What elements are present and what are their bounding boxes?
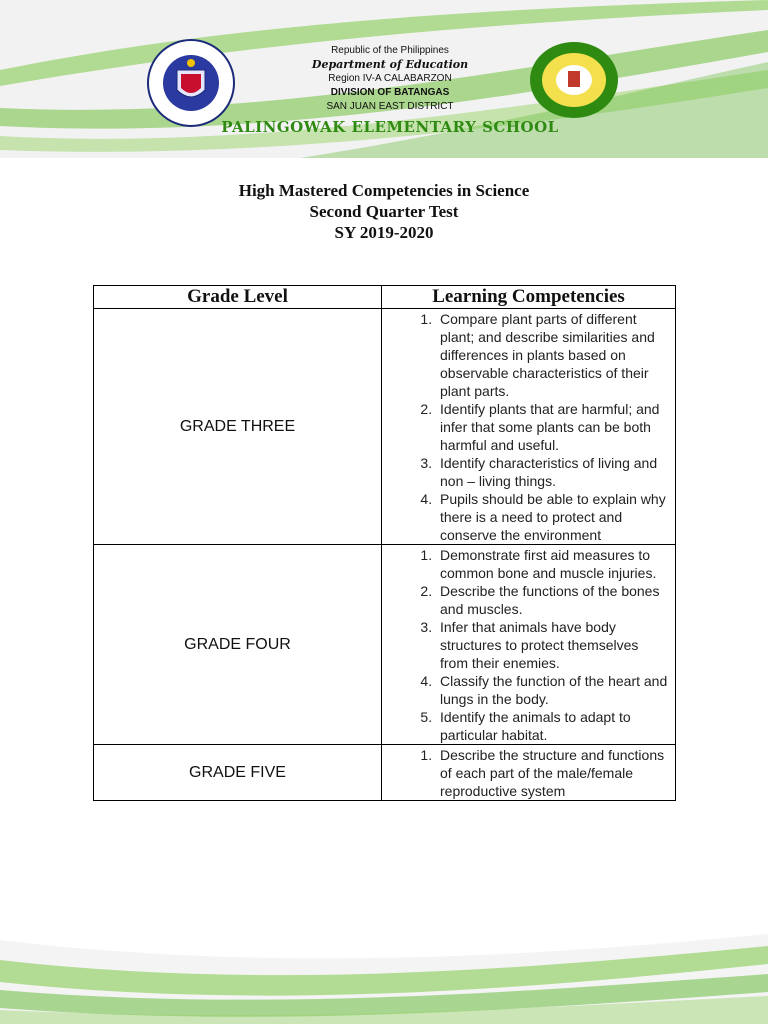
competency-list	[388, 546, 669, 744]
school-name: PALINGOWAK ELEMENTARY SCHOOL	[221, 118, 559, 136]
list-item: 4. Classify the function of the heart and lungs in the body.	[436, 672, 669, 708]
table-row	[94, 309, 676, 545]
list-item: 2. Identify plants that are harmful; and infer that some plants can be both harmful and useful.	[436, 400, 669, 454]
title-line-2: Second Quarter Test	[309, 202, 459, 221]
competency-list	[388, 310, 669, 544]
footer-band	[0, 930, 768, 1024]
school-seal-icon	[528, 40, 620, 120]
competencies-table	[93, 285, 676, 801]
footer-swoosh	[0, 930, 768, 1024]
grade-cell: GRADE FOUR	[94, 545, 382, 745]
header-learning-competencies: Learning Competencies	[382, 286, 676, 309]
republic-text: Republic of the Philippines	[331, 45, 449, 56]
list-item: 3. Identify characteristics of living and non – living things.	[436, 454, 669, 490]
table-row	[94, 545, 676, 745]
list-item: 1. Compare plant parts of different plant; and describe similarities and differences in plants based on observable characteristics of their plant parts.	[436, 310, 669, 400]
competency-cell	[382, 545, 676, 745]
competency-cell	[382, 745, 676, 801]
list-item: 5. Identify the animals to adapt to particular habitat.	[436, 708, 669, 744]
table-header-row	[94, 286, 676, 309]
list-item: 4. Pupils should be able to explain why there is a need to protect and conserve the environment	[436, 490, 669, 544]
division-text: DIVISION OF BATANGAS	[330, 87, 450, 98]
header-band	[0, 0, 768, 158]
region-text: Region IV-A CALABARZON	[328, 73, 452, 84]
list-item: 3. Infer that animals have body structures to protect themselves from their enemies.	[436, 618, 669, 672]
list-item: 2. Describe the functions of the bones and muscles.	[436, 582, 669, 618]
table-row	[94, 745, 676, 801]
letterhead	[290, 44, 490, 114]
list-item: 1. Demonstrate first aid measures to common bone and muscle injuries.	[436, 546, 669, 582]
title-line-3: SY 2019-2020	[334, 223, 434, 242]
department-text: Department of Education	[311, 58, 469, 71]
district-text: SAN JUAN EAST DISTRICT	[326, 101, 454, 112]
document-title	[0, 180, 768, 243]
grade-cell: GRADE THREE	[94, 309, 382, 545]
grade-cell: GRADE FIVE	[94, 745, 382, 801]
list-item: 1. Describe the structure and functions of each part of the male/female reproductive system	[436, 746, 669, 800]
competency-cell	[382, 309, 676, 545]
header-grade-level: Grade Level	[94, 286, 382, 309]
title-line-1: High Mastered Competencies in Science	[238, 181, 530, 200]
deped-seal-icon	[146, 38, 236, 128]
competency-list	[388, 746, 669, 800]
